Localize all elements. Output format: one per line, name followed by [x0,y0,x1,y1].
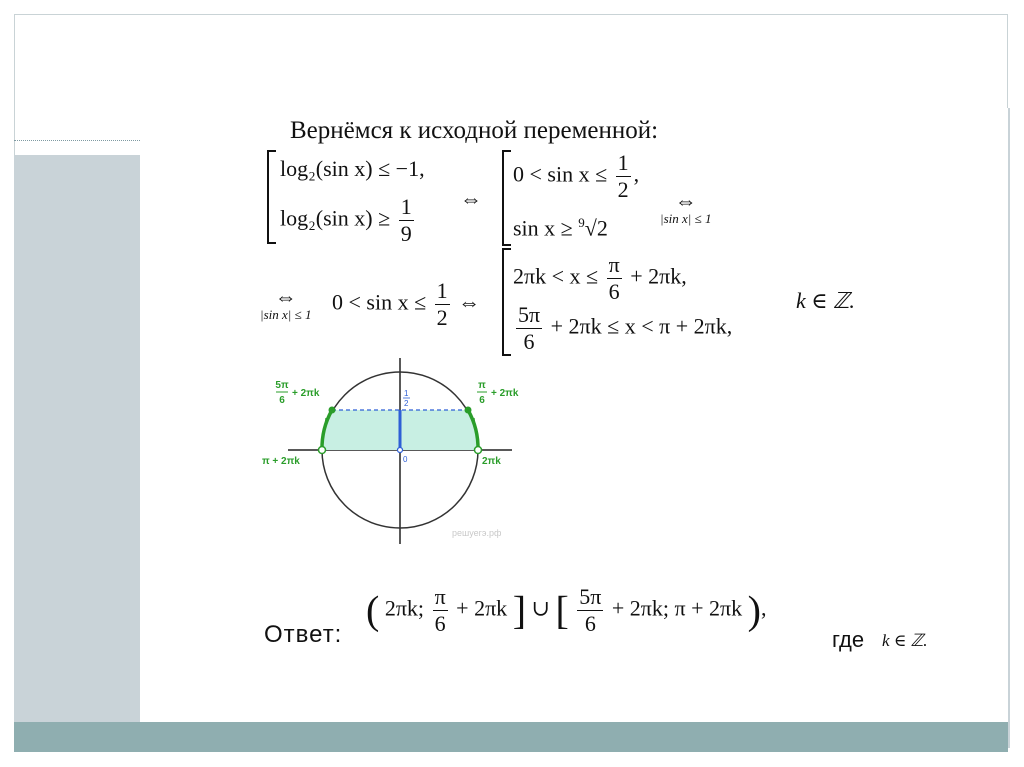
bracket-close: ] [512,587,527,633]
fraction-den: 6 [608,279,620,304]
iff-condition: |sin x| ≤ 1 [260,307,312,322]
fraction-den: 6 [523,329,535,354]
fraction-1-9 [399,196,414,245]
system1-row2 [280,196,417,245]
system1-row1: log₂(sin x) ≤ −1, [280,156,425,181]
iff-symbol: ⇔ [674,188,697,213]
answer-label: Ответ: [264,621,343,648]
paren-close: ) [747,587,761,633]
system2-row1 [513,152,639,201]
label-half-num: 1 [404,389,409,398]
fraction-num: 5π [579,584,602,609]
fraction-1-2b [435,280,450,329]
system2-row1-left: 0 < sin x ≤ [513,161,608,187]
fraction-num: 1 [400,194,412,219]
bracket-system3 [502,248,511,356]
point-2pik [475,447,482,454]
system2-row2 [513,216,608,239]
label-zero: 0 [403,455,408,464]
label-half-den: 2 [404,399,409,408]
unit-circle-diagram [260,356,550,548]
line3-left: 0 < sin x ≤ [332,289,427,315]
point-origin [398,448,403,453]
bracket-open: [ [555,587,569,633]
decor-dotted-line [14,140,140,141]
fraction-num: π [608,252,620,277]
answer-part3: + 2πk; π + 2πk [611,595,743,621]
fraction-num: 5π [518,302,541,327]
answer-frac-5pi-6 [577,586,603,635]
label-5pi6-tail: + 2πk [292,388,320,399]
k-in-z: k ∈ ℤ. [796,288,855,313]
answer-comma: , [760,595,767,621]
iff-cond-1 [660,190,711,225]
slide-content [140,108,1008,722]
fraction-5pi-6 [516,304,542,353]
heading: Вернёмся к исходной переменной: [290,117,659,144]
fraction-den: 9 [400,221,412,246]
bracket-system2 [502,150,511,246]
iff-cond-2 [260,286,311,321]
answer-part1: 2πk; [384,595,425,621]
fraction-num: π [434,584,446,609]
system3-row1 [513,254,687,303]
fraction-den: 6 [434,611,446,636]
fraction-num: 1 [436,278,448,303]
label-pi6-den: 6 [479,395,485,406]
line3 [332,280,480,329]
answer-part2: + 2πk [456,595,508,621]
union-symbol: ∪ [531,595,550,621]
point-pi [319,447,326,454]
system3-row2 [513,304,732,353]
iff-symbol: ⇔ [274,284,297,309]
decor-right-strip [1008,108,1010,748]
fraction-den: 6 [584,611,596,636]
system3-row1-left: 2πk < x ≤ [513,263,599,289]
system2-row2-left: sin x ≥ [513,215,573,241]
root-index: 9 [578,215,585,230]
point-pi6 [465,407,472,414]
system3-row2-tail: + 2πk ≤ x < π + 2πk, [550,313,733,339]
fraction-pi-6 [607,254,622,303]
fraction-num: 1 [617,150,629,175]
label-5pi6-num: 5π [275,380,289,391]
answer-frac-pi-6 [433,586,448,635]
fraction-1-2 [616,152,631,201]
decor-bottom-bar [14,722,1008,752]
iff-3: ⇔ [458,289,481,315]
system3-row1-tail: + 2πk, [630,263,687,289]
answer-where: где [832,627,865,652]
paren-open: ( [366,587,380,633]
system2-row1-tail: , [633,161,640,187]
fraction-den: 2 [617,177,629,202]
iff-condition: |sin x| ≤ 1 [660,211,712,226]
decor-left-panel [14,155,140,725]
label-pi6-num: π [478,380,486,391]
point-5pi6 [329,407,336,414]
root-value: √2 [584,215,608,241]
label-5pi6-den: 6 [279,395,285,406]
answer-expression [366,586,766,635]
fraction-den: 2 [436,305,448,330]
label-2pik: 2πk [482,456,501,467]
system1-row2-left: log₂(sin x) ≥ [280,205,391,231]
watermark: решуегэ.рф [452,528,502,538]
bracket-system1 [267,150,276,244]
label-pi6-tail: + 2πk [491,388,519,399]
label-pi-2pik: π + 2πk [262,456,300,467]
iff-1: ⇔ [460,186,482,211]
answer-kz: k ∈ ℤ. [882,631,928,650]
